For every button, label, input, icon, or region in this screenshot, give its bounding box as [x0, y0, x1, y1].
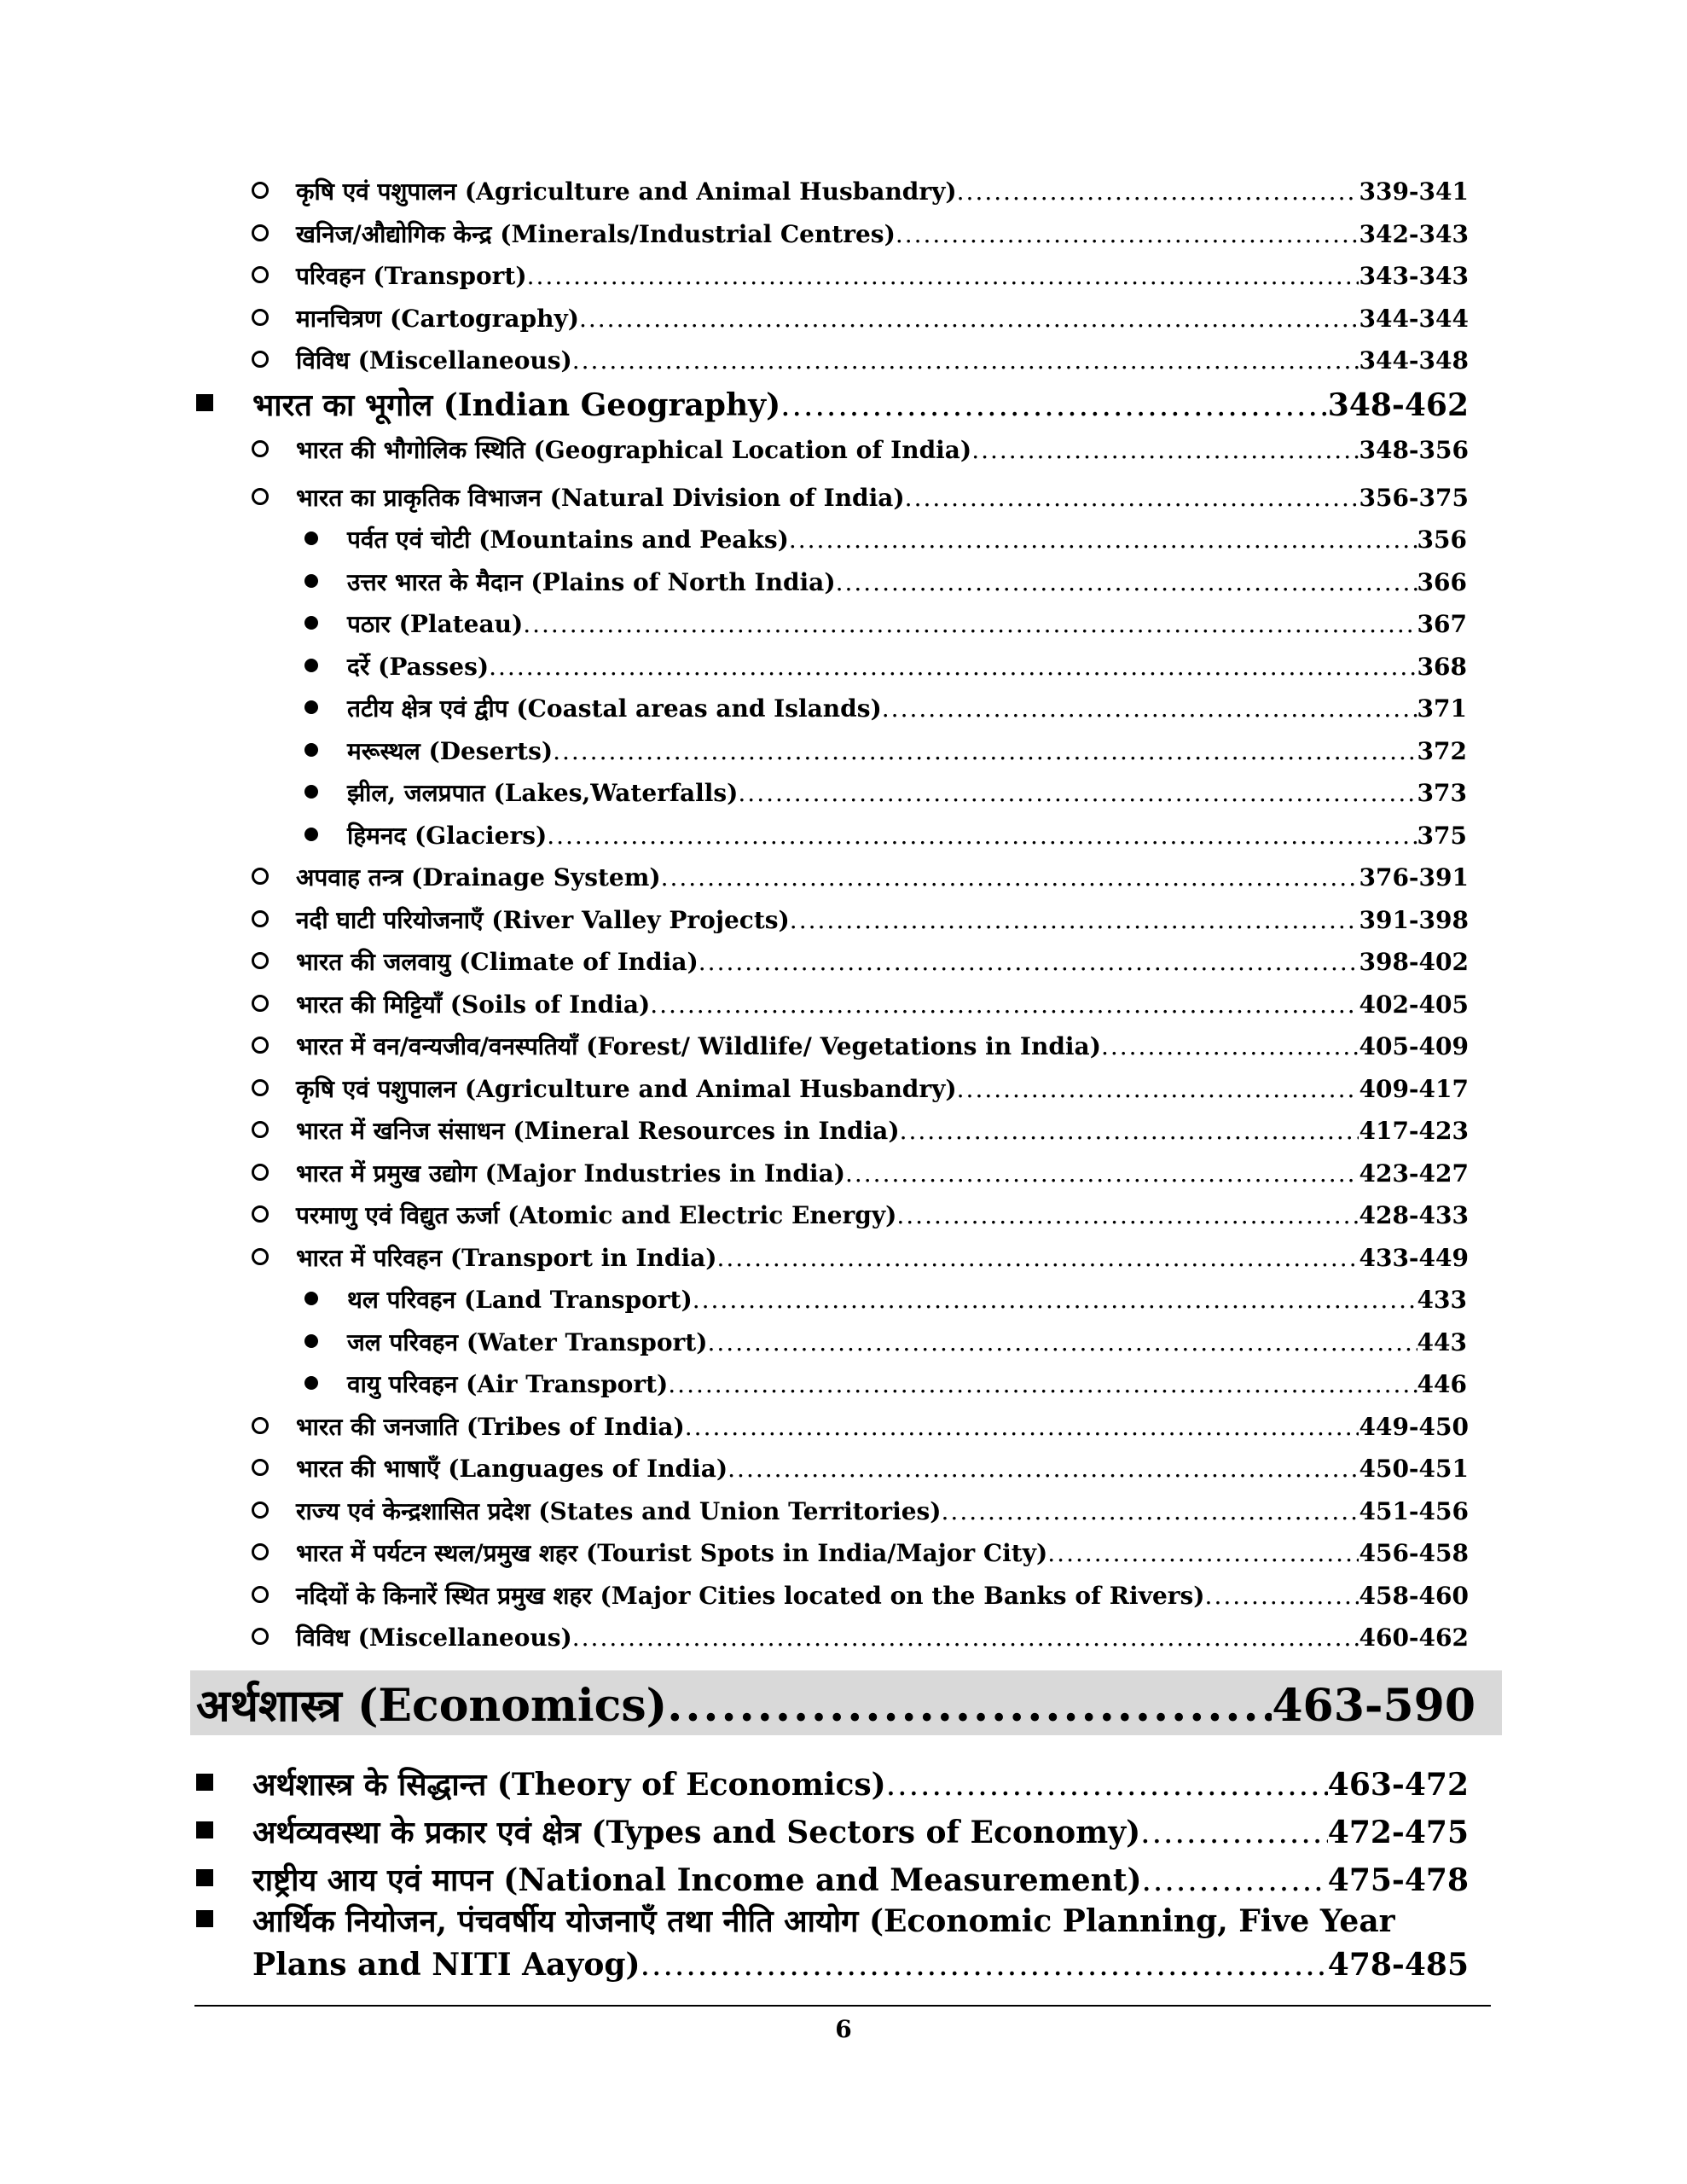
toc-entry — [252, 481, 1469, 515]
entry-title: भारत की मिट्टियाँ (Soils of India) — [296, 990, 651, 1019]
leader-dots — [527, 262, 1359, 290]
entry-title: पर्वत एवं चोटी (Mountains and Peaks) — [347, 526, 789, 554]
hollow-circle-bullet-icon — [252, 868, 269, 885]
toc-entry-economics — [196, 1858, 1469, 1901]
leader-dots — [896, 220, 1359, 248]
leader-dots — [1140, 1815, 1328, 1850]
hollow-circle-bullet-icon — [252, 995, 269, 1012]
entry-title: उत्तर भारत के मैदान (Plains of North India) — [347, 567, 836, 596]
entry-page-range: 458-460 — [1359, 1581, 1469, 1610]
entry-title: भारत का भूगोल (Indian Geography) — [252, 386, 781, 423]
toc-entry-economic-planning-continued — [252, 1947, 1469, 1989]
entry-page-range: 433 — [1417, 1286, 1467, 1314]
entry-page-range: 433-449 — [1359, 1243, 1469, 1272]
entry-title: विविध (Miscellaneous) — [296, 1623, 572, 1652]
leader-dots — [523, 610, 1417, 638]
toc-entry — [303, 735, 1467, 769]
toc-entry-economics — [196, 1763, 1469, 1805]
toc-entry — [252, 1410, 1469, 1444]
entry-title: थल परिवहन (Land Transport) — [347, 1286, 693, 1314]
entry-title: खनिज/औद्योगिक केन्द्र (Minerals/Industrial Centres) — [296, 219, 896, 248]
entry-page-range: 428-433 — [1359, 1201, 1469, 1229]
entry-page-range: 348-462 — [1327, 386, 1469, 423]
leader-dots — [489, 653, 1417, 681]
entry-title: नदियों के किनारें स्थित प्रमुख शहर (Major Cities located on the Banks of Rivers) — [296, 1581, 1205, 1610]
leader-dots — [886, 1768, 1328, 1803]
entry-page-range: 371 — [1417, 694, 1467, 723]
hollow-circle-bullet-icon — [252, 1248, 269, 1265]
toc-entry-economic-planning — [196, 1899, 1527, 1942]
hollow-circle-bullet-icon — [252, 1628, 269, 1645]
entry-title: तटीय क्षेत्र एवं द्वीप (Coastal areas and Islands) — [347, 694, 882, 723]
toc-entry — [252, 903, 1469, 938]
hollow-circle-bullet-icon — [252, 224, 269, 241]
entry-title: अर्थव्यवस्था के प्रकार एवं क्षेत्र (Types and Sectors of Economy) — [252, 1815, 1141, 1850]
leader-dots — [661, 863, 1359, 892]
entry-title: राज्य एवं केन्द्रशासित प्रदेश (States and Union Territories) — [296, 1496, 942, 1525]
entry-title: भारत की जनजाति (Tribes of India) — [296, 1412, 685, 1441]
toc-entry — [252, 1495, 1469, 1529]
entry-title: कृषि एवं पशुपालन (Agriculture and Animal Husbandry) — [296, 1074, 957, 1103]
hollow-circle-bullet-icon — [252, 1121, 269, 1138]
entry-page-range: 373 — [1417, 779, 1467, 807]
entry-page-range: 405-409 — [1359, 1032, 1469, 1060]
section-title: अर्थशास्त्र (Economics) — [196, 1680, 668, 1732]
hollow-circle-bullet-icon — [252, 440, 269, 457]
entry-title: जल परिवहन (Water Transport) — [347, 1327, 708, 1356]
hollow-circle-bullet-icon — [252, 309, 269, 326]
leader-dots — [685, 1413, 1359, 1441]
entry-page-range: 409-417 — [1359, 1074, 1469, 1103]
leader-dots — [547, 822, 1417, 850]
hollow-circle-bullet-icon — [252, 1459, 269, 1476]
toc-entry — [303, 1326, 1467, 1360]
leader-dots — [896, 1201, 1359, 1229]
entry-page-range: 443 — [1417, 1327, 1467, 1356]
filled-circle-bullet-icon — [304, 700, 318, 714]
filled-circle-bullet-icon — [304, 616, 318, 630]
entry-page-range: 446 — [1417, 1370, 1467, 1398]
entry-title: वायु परिवहन (Air Transport) — [347, 1370, 669, 1398]
entry-page-range: 402-405 — [1359, 990, 1469, 1019]
entry-page-range: 348-356 — [1359, 436, 1469, 464]
square-bullet-icon — [196, 1869, 213, 1886]
entry-title: भारत की जलवायु (Climate of India) — [296, 948, 699, 976]
entry-page-range: 356 — [1417, 526, 1467, 554]
toc-entry — [252, 218, 1469, 252]
leader-dots — [905, 484, 1359, 512]
leader-dots — [668, 1370, 1417, 1398]
leader-dots — [650, 990, 1359, 1019]
entry-page-range: 344-344 — [1359, 304, 1469, 333]
square-bullet-icon — [196, 1821, 213, 1838]
entry-page-range: 372 — [1417, 736, 1467, 765]
entry-title: दर्रे (Passes) — [347, 652, 490, 681]
section-heading — [196, 1674, 1475, 1734]
entry-title: भारत में पर्यटन स्थल/प्रमुख शहर (Tourist Spots in India/Major City) — [296, 1539, 1048, 1567]
entry-page-range: 342-343 — [1359, 219, 1469, 248]
hollow-circle-bullet-icon — [252, 1079, 269, 1096]
filled-circle-bullet-icon — [304, 531, 318, 545]
entry-page-range: 398-402 — [1359, 948, 1469, 976]
leader-dots — [1047, 1539, 1359, 1567]
toc-entry — [303, 692, 1467, 726]
leader-dots — [957, 177, 1359, 206]
leader-dots — [971, 436, 1359, 464]
leader-dots — [716, 1244, 1359, 1272]
leader-dots — [882, 694, 1417, 723]
toc-entry — [303, 776, 1467, 810]
leader-dots — [780, 388, 1328, 423]
leader-dots — [836, 568, 1417, 596]
toc-entry — [252, 1536, 1469, 1571]
hollow-circle-bullet-icon — [252, 1543, 269, 1560]
entry-title: हिमनद (Glaciers) — [347, 821, 548, 850]
entry-title: भारत में प्रमुख उद्योग (Major Industries in India) — [296, 1159, 845, 1188]
entry-page-range: 367 — [1417, 610, 1467, 638]
square-bullet-icon — [196, 1910, 213, 1927]
leader-dots — [900, 1117, 1359, 1145]
hollow-circle-bullet-icon — [252, 1502, 269, 1519]
filled-circle-bullet-icon — [304, 828, 318, 841]
toc-entry — [252, 1621, 1469, 1655]
square-bullet-icon — [196, 1774, 213, 1791]
entry-page-range: 475-478 — [1327, 1862, 1469, 1898]
entry-title: कृषि एवं पशुपालन (Agriculture and Animal Husbandry) — [296, 177, 957, 206]
toc-entry — [252, 175, 1469, 209]
leader-dots — [579, 305, 1359, 333]
toc-entry-economics — [196, 1810, 1469, 1853]
hollow-circle-bullet-icon — [252, 952, 269, 969]
leader-dots — [572, 346, 1359, 375]
entry-title: भारत की भौगोलिक स्थिति (Geographical Location of India) — [296, 436, 972, 464]
toc-entry — [252, 1199, 1469, 1233]
hollow-circle-bullet-icon — [252, 182, 269, 199]
entry-page-range: 366 — [1417, 567, 1467, 596]
leader-dots — [693, 1286, 1417, 1314]
toc-entry — [252, 1452, 1469, 1486]
entry-title: अपवाह तन्त्र (Drainage System) — [296, 863, 661, 892]
entry-title-line2: Plans and NITI Aayog) — [252, 1947, 641, 1983]
entry-page-range: 463-472 — [1327, 1767, 1469, 1803]
filled-circle-bullet-icon — [304, 659, 318, 672]
entry-page-range: 472-475 — [1327, 1815, 1469, 1850]
entry-page-range: 456-458 — [1359, 1539, 1469, 1567]
toc-entry — [303, 523, 1467, 557]
leader-dots — [789, 526, 1417, 554]
leader-dots — [957, 1075, 1359, 1103]
entry-page-range: 356-375 — [1359, 483, 1469, 512]
filled-circle-bullet-icon — [304, 1334, 318, 1348]
leader-dots — [1205, 1582, 1359, 1610]
entry-title: परिवहन (Transport) — [296, 262, 527, 290]
toc-entry — [252, 861, 1469, 895]
filled-circle-bullet-icon — [304, 743, 318, 757]
hollow-circle-bullet-icon — [252, 266, 269, 283]
entry-page-range: 423-427 — [1359, 1159, 1469, 1188]
entry-title: पठार (Plateau) — [347, 610, 524, 638]
entry-title: भारत का प्राकृतिक विभाजन (Natural Division of India) — [296, 483, 905, 512]
entry-title: भारत में वन/वन्यजीव/वनस्पतियाँ (Forest/ Wildlife/ Vegetations in India) — [296, 1032, 1101, 1060]
toc-entry — [303, 650, 1467, 684]
hollow-circle-bullet-icon — [252, 351, 269, 368]
toc-entry — [303, 566, 1467, 600]
leader-dots — [572, 1623, 1359, 1652]
entry-page-range: 478-485 — [1327, 1947, 1469, 1983]
toc-entry — [196, 383, 1469, 426]
entry-title: नदी घाटी परियोजनाएँ (River Valley Projects) — [296, 905, 790, 934]
filled-circle-bullet-icon — [304, 1292, 318, 1305]
entry-title: राष्ट्रीय आय एवं मापन (National Income and Measurement) — [252, 1862, 1142, 1898]
leader-dots — [1141, 1863, 1327, 1898]
hollow-circle-bullet-icon — [252, 1205, 269, 1223]
toc-entry — [303, 607, 1467, 642]
entry-page-range: 391-398 — [1359, 905, 1469, 934]
entry-title: विविध (Miscellaneous) — [296, 346, 572, 375]
leader-dots — [738, 779, 1417, 807]
toc-entry — [252, 1030, 1469, 1064]
leader-dots — [641, 1948, 1328, 1983]
entry-title: झील, जलप्रपात (Lakes,Waterfalls) — [347, 779, 739, 807]
entry-page-range: 344-348 — [1359, 346, 1469, 375]
square-bullet-icon — [196, 394, 213, 411]
toc-entry — [252, 302, 1469, 336]
entry-page-range: 368 — [1417, 652, 1467, 681]
entry-title: मानचित्रण (Cartography) — [296, 304, 579, 333]
leader-dots — [790, 906, 1359, 934]
filled-circle-bullet-icon — [304, 1376, 318, 1390]
entry-title-line1: आर्थिक नियोजन, पंचवर्षीय योजनाएँ तथा नीति आयोग (Economic Planning, Five Year — [252, 1903, 1395, 1939]
toc-entry — [303, 1368, 1467, 1402]
toc-entry — [252, 1072, 1469, 1107]
leader-dots — [708, 1328, 1417, 1356]
toc-entry — [252, 1157, 1469, 1191]
filled-circle-bullet-icon — [304, 574, 318, 588]
leader-dots — [942, 1497, 1359, 1525]
entry-title: अर्थशास्त्र के सिद्धान्त (Theory of Economics) — [252, 1767, 886, 1803]
toc-entry — [252, 1241, 1469, 1275]
leader-dots — [699, 948, 1359, 976]
entry-page-range: 450-451 — [1359, 1455, 1469, 1483]
entry-page-range: 376-391 — [1359, 863, 1469, 892]
entry-title: भारत में खनिज संसाधन (Mineral Resources in India) — [296, 1117, 900, 1145]
toc-entry — [303, 1283, 1467, 1317]
entry-page-range: 460-462 — [1359, 1623, 1469, 1652]
entry-page-range: 375 — [1417, 821, 1467, 850]
toc-entry — [303, 819, 1467, 853]
leader-dots — [728, 1455, 1359, 1483]
toc-entry — [252, 344, 1469, 378]
hollow-circle-bullet-icon — [252, 910, 269, 927]
entry-page-range: 417-423 — [1359, 1117, 1469, 1145]
hollow-circle-bullet-icon — [252, 1417, 269, 1434]
hollow-circle-bullet-icon — [252, 1164, 269, 1181]
toc-entry — [252, 1114, 1469, 1148]
hollow-circle-bullet-icon — [252, 488, 269, 505]
entry-title: मरूस्थल (Deserts) — [347, 736, 554, 765]
toc-entry — [252, 1579, 1469, 1613]
leader-dots — [845, 1159, 1359, 1188]
toc-entry — [252, 259, 1469, 293]
section-leader-dots — [667, 1680, 1272, 1732]
leader-dots — [553, 737, 1417, 765]
toc-entry — [252, 945, 1469, 979]
leader-dots — [1101, 1032, 1359, 1060]
page-number: 6 — [835, 2015, 852, 2043]
hollow-circle-bullet-icon — [252, 1037, 269, 1054]
entry-title: भारत की भाषाएँ (Languages of India) — [296, 1455, 728, 1483]
hollow-circle-bullet-icon — [252, 1586, 269, 1603]
filled-circle-bullet-icon — [304, 785, 318, 799]
footer-rule — [194, 2005, 1491, 2007]
section-page-range: 463-590 — [1272, 1680, 1475, 1732]
entry-page-range: 339-341 — [1359, 177, 1469, 206]
toc-entry — [252, 433, 1469, 468]
entry-page-range: 449-450 — [1359, 1412, 1469, 1441]
entry-title: भारत में परिवहन (Transport in India) — [296, 1243, 717, 1272]
toc-entry — [252, 988, 1469, 1022]
entry-page-range: 451-456 — [1359, 1496, 1469, 1525]
entry-page-range: 343-343 — [1359, 262, 1469, 290]
entry-title: परमाणु एवं विद्युत ऊर्जा (Atomic and Electric Energy) — [296, 1201, 897, 1229]
